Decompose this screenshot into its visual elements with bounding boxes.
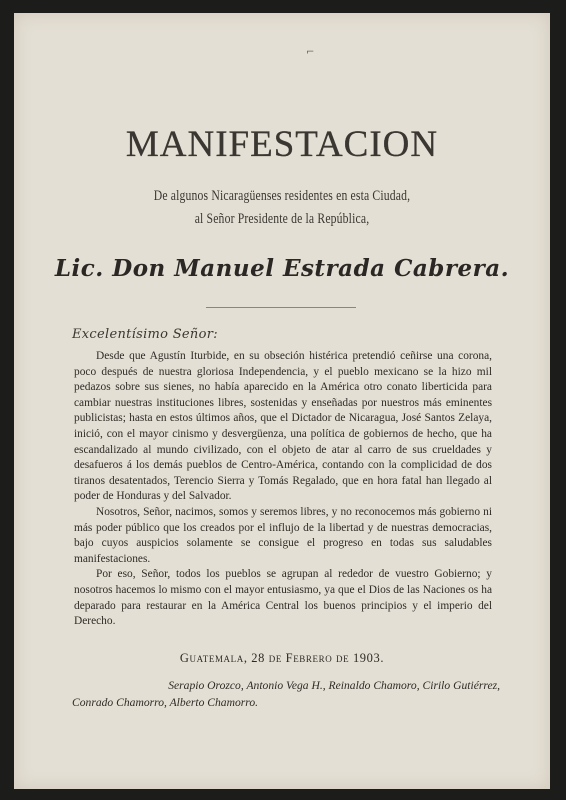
subtitle-line-2: al Señor Presidente de la República, xyxy=(194,211,370,227)
paragraph-3: Por eso, Señor, todos los pueblos se agrupan al rededor de vuestro Gobierno; y nosotros hacemos lo mismo con el mayor entusiasmo, ya que el Dios de las Naciones os ha deparado para restaurar en la América Central los buenos principios y el imperio del Derecho. xyxy=(74,568,492,628)
dedicatee-name: Lic. Don Manuel Estrada Cabrera. xyxy=(54,255,510,282)
salutation: Excelentísimo Señor: xyxy=(72,327,218,342)
signatures xyxy=(72,677,500,711)
signatures-line-1: Serapio Orozco, Antonio Vega H., Reinaldo Chamoro, Cirilo Gutiérrez, xyxy=(168,679,500,692)
paragraph-2: Nosotros, Señor, nacimos, somos y seremos libres, y no reconocemos más gobierno ni más poder público que los creados por el influjo de la libertad y de nuestras democracias, bajo cuyos auspicios solamente se consigue el progreso en todas sus saludables manifestaciones. xyxy=(74,505,492,565)
signatures-line-2: Conrado Chamorro, Alberto Chamorro. xyxy=(72,696,259,709)
paragraph-1: Desde que Agustín Iturbide, en su obseción histérica pretendió ceñirse una corona, poco después de nuestra gloriosa Independencia, y el pueblo mexicano se la hizo mil pedazos sobre sus sienes, no había aparecido en la América otro conato liberticida para cambiar nuestras instituciones libres, sostenidas y enseñadas por nuestros más eminentes publicistas; hasta en estos últimos años, que el Dictador de Nicaragua, José Santos Zelaya, inició, con el mayor cinismo y desvergüenza, una política de gobiernos de hecho, que ha escandalizado al mundo civilizado, con el objeto de atar al carro de sus crueldades y desafueros á los demás pueblos de Centro-América, contando con la complicidad de dos tiranos desatentados, Terencio Sierra y Tomás Regalado, que en hora fatal han llegado al poder de Honduras y del Salvador. xyxy=(74,350,492,503)
divider-rule xyxy=(206,307,356,308)
document-title: MANIFESTACION xyxy=(125,124,439,165)
place-and-date: Guatemala, 28 de Febrero de 1903. xyxy=(179,651,385,665)
print-speck: ⌐ xyxy=(306,47,315,58)
letter-body xyxy=(74,349,492,630)
subtitle-line-1: De algunos Nicaragüenses residentes en esta Ciudad, xyxy=(153,188,411,204)
document-page xyxy=(14,13,550,789)
